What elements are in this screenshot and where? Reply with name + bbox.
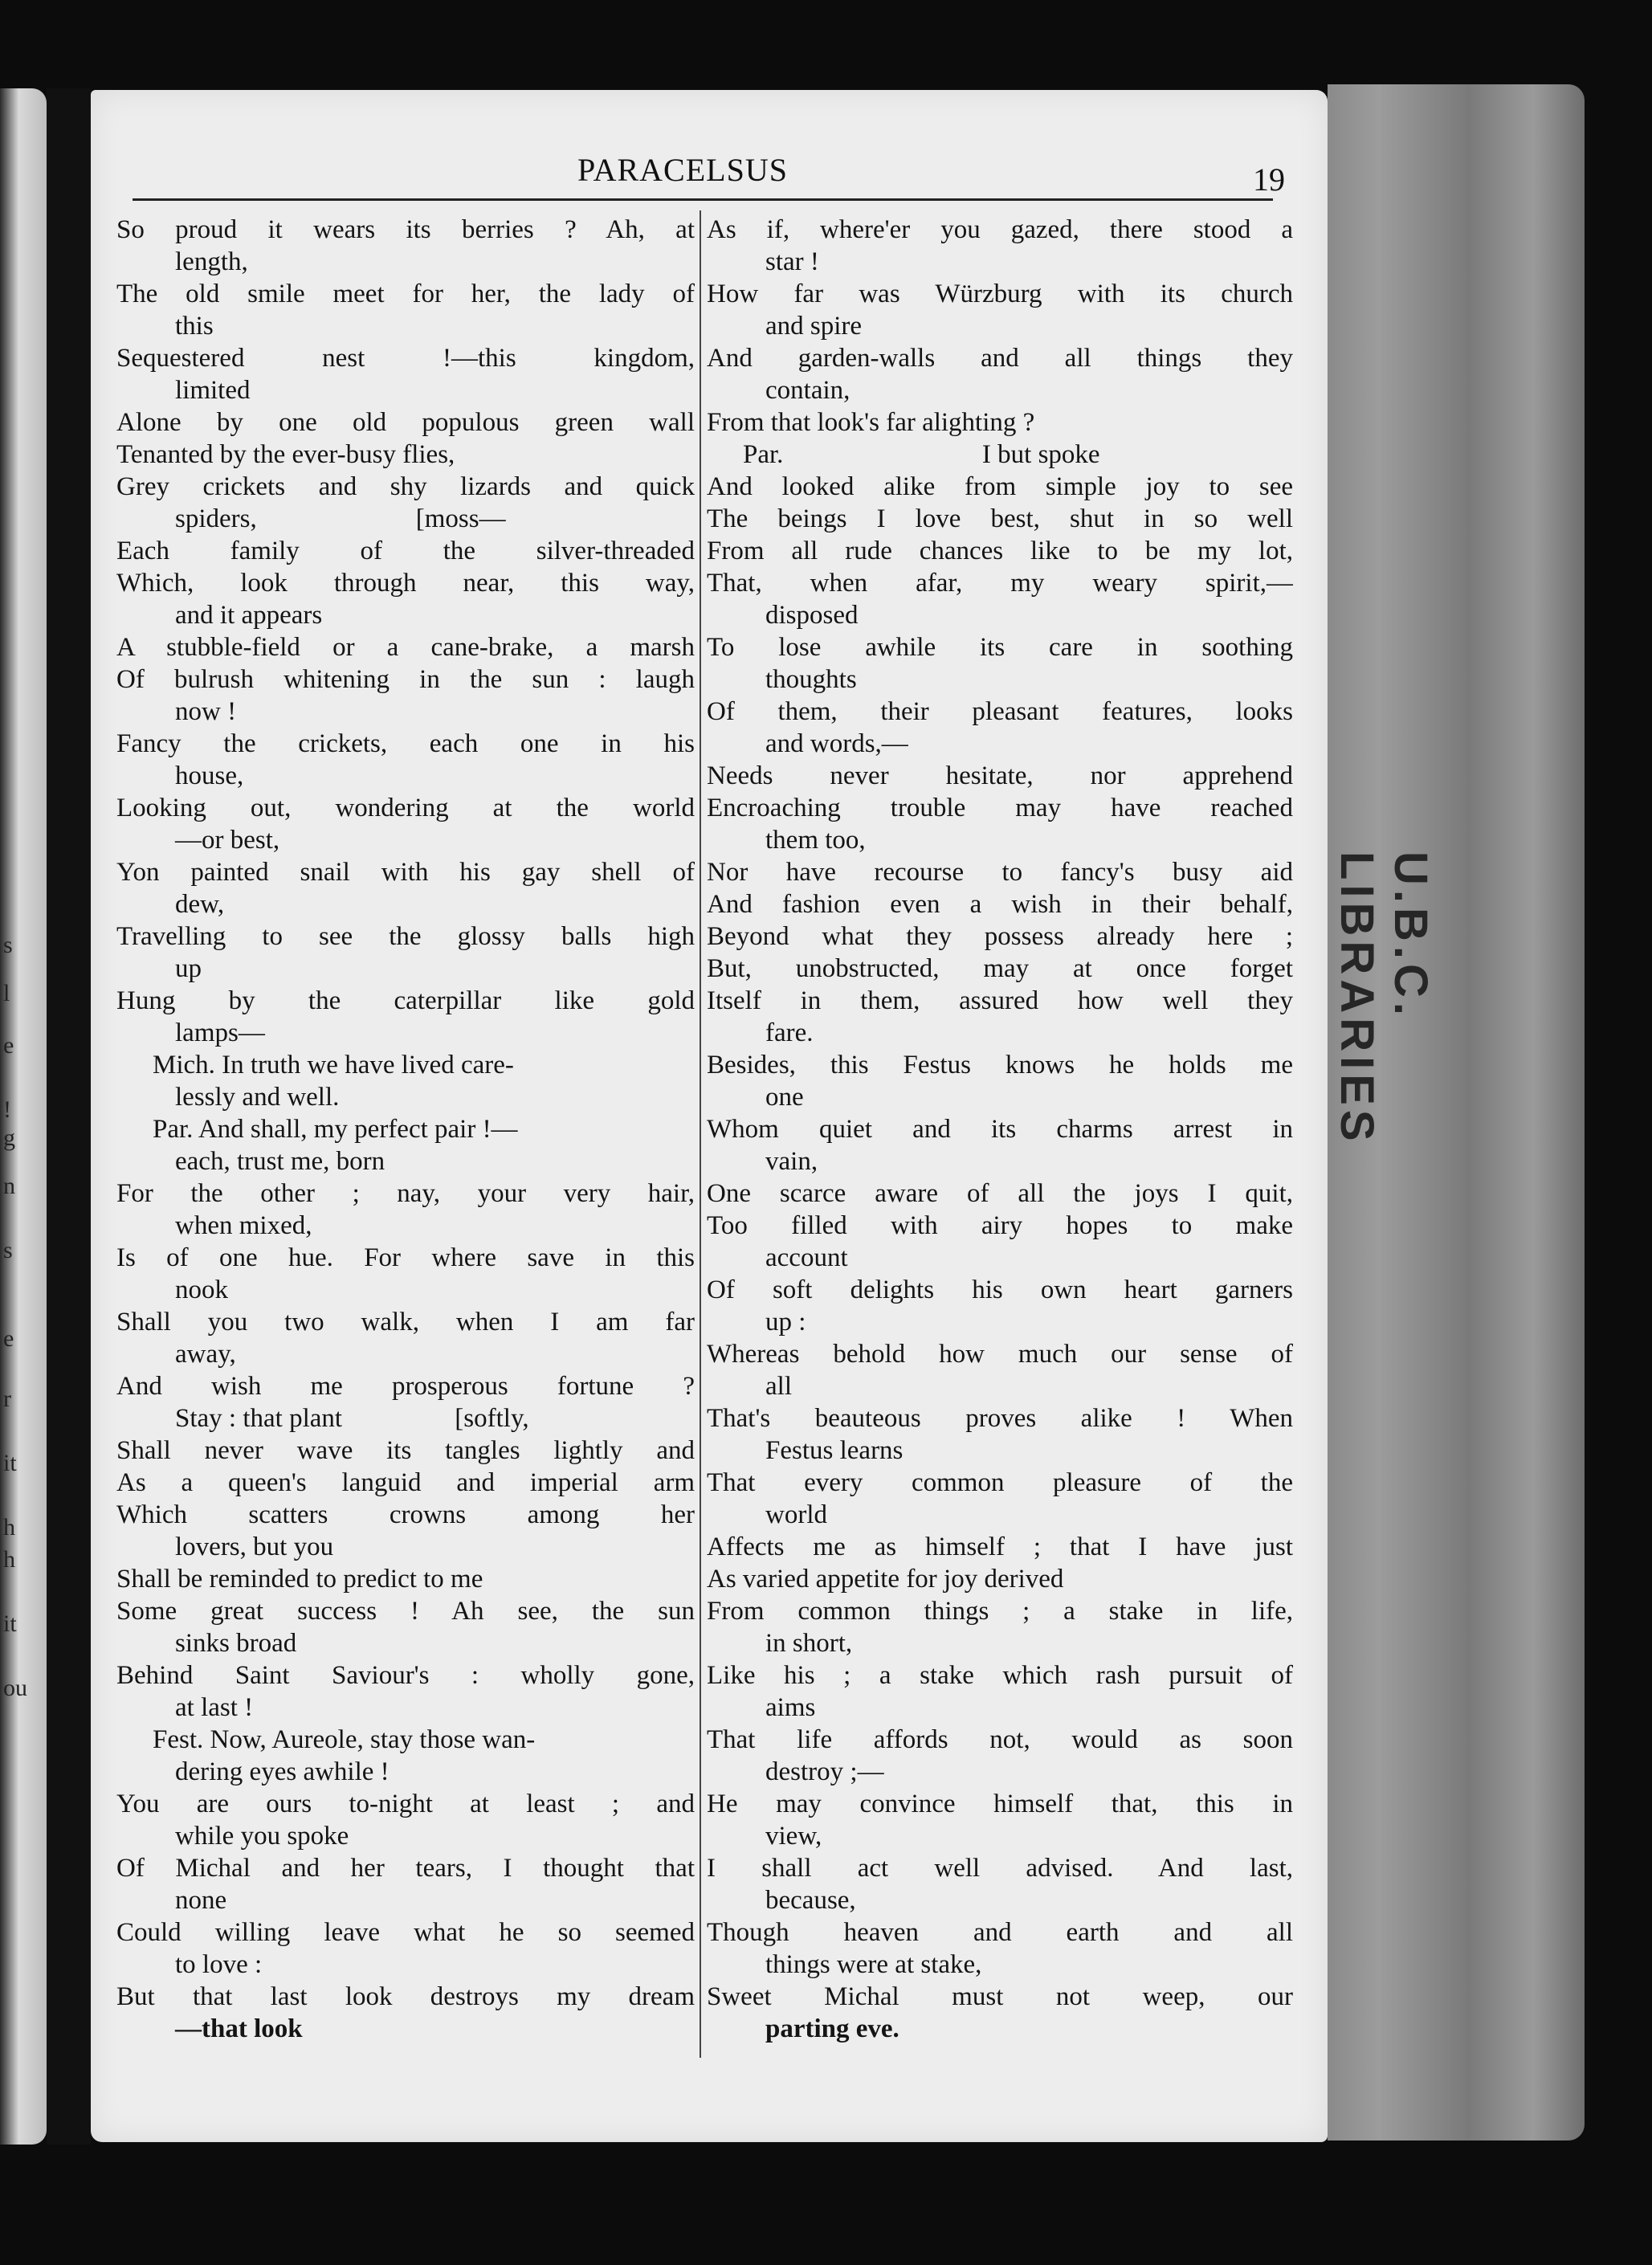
text-line: and words,— [765,729,908,758]
margin-letter: it [3,1450,17,1476]
text-line: Travelling to see the glossy balls high [116,922,695,951]
text-line: For the other ; nay, your very hair, [116,1179,695,1208]
text-line: in short, [765,1629,853,1658]
text-line: destroy ;— [765,1757,884,1786]
text-line: And fashion even a wish in their behalf, [707,890,1293,919]
text-line: Like his ; a stake which rash pursuit of [707,1661,1293,1690]
spine-library-stamp: U.B.C. LIBRARIES [1331,851,1437,1146]
text-line: all [765,1372,792,1401]
text-line: And garden-walls and all things they [707,344,1293,373]
text-line: Par. I but spoke [743,440,1100,469]
text-line: Needs never hesitate, nor apprehend [707,761,1293,790]
text-line: Beyond what they possess already here ; [707,922,1293,951]
text-line: Fancy the crickets, each one in his [116,729,695,758]
text-line: Of soft delights his own heart garners [707,1275,1293,1304]
text-line: Hung by the caterpillar like gold [116,986,695,1015]
text-line: vain, [765,1147,818,1176]
margin-letter: l [3,980,10,1006]
margin-letter: s [3,932,13,958]
text-line: Nor have recourse to fancy's busy aid [707,858,1293,887]
text-line: house, [175,761,244,790]
text-line: And wish me prosperous fortune ? [116,1372,695,1401]
text-line: parting eve. [765,2014,899,2043]
column-divider [700,210,701,2058]
text-line: while you spoke [175,1822,349,1851]
text-line: From all rude chances like to be my lot, [707,537,1293,565]
text-line: Itself in them, assured how well they [707,986,1293,1015]
text-line: one [765,1083,804,1112]
text-line: spiders, [moss— [175,504,506,533]
text-line: Of them, their pleasant features, looks [707,697,1293,726]
margin-letter: e [3,1032,14,1059]
text-line: But that last look destroys my dream [116,1982,695,2011]
text-line: disposed [765,601,859,630]
text-line: Shall you two walk, when I am far [116,1308,695,1337]
text-line: Is of one hue. For where save in this [116,1243,695,1272]
text-line: Sequestered nest !—this kingdom, [116,344,695,373]
text-line: limited [175,376,251,405]
text-line: when mixed, [175,1211,312,1240]
text-line: You are ours to-night at least ; and [116,1790,695,1818]
text-line: because, [765,1886,856,1915]
text-line: Which, look through near, this way, [116,569,695,598]
text-line: He may convince himself that, this in [707,1790,1293,1818]
text-line: dew, [175,890,225,919]
text-line: Sweet Michal must not weep, our [707,1982,1293,2011]
left-text-column [116,214,695,2045]
text-line: thoughts [765,665,857,694]
header-rule [133,198,1273,201]
text-line: —that look [175,2014,303,2043]
text-line: Festus learns [765,1436,904,1465]
text-line: From common things ; a stake in life, [707,1597,1293,1626]
text-line: Tenanted by the ever-busy flies, [116,440,455,469]
text-line: Fest. Now, Aureole, stay those wan- [153,1725,536,1754]
text-line: sinks broad [175,1629,297,1658]
text-line: That, when afar, my weary spirit,— [707,569,1293,598]
text-line: Shall never wave its tangles lightly and [116,1436,695,1465]
text-line: Yon painted snail with his gay shell of [116,858,695,887]
margin-letter: g [3,1124,15,1151]
margin-letter: n [3,1173,15,1199]
text-line: fare. [765,1018,814,1047]
left-page-edge [0,88,47,2145]
text-line: As varied appetite for joy derived [707,1565,1064,1594]
text-line: each, trust me, born [175,1147,385,1176]
text-line: at last ! [175,1693,254,1722]
text-line: Grey crickets and shy lizards and quick [116,472,695,501]
margin-letter: e [3,1325,14,1352]
text-line: But, unobstructed, may at once forget [707,954,1293,983]
margin-letter: s [3,1237,13,1263]
text-line: As a queen's languid and imperial arm [116,1468,695,1497]
text-line: Behind Saint Saviour's : wholly gone, [116,1661,695,1690]
text-line: Shall be reminded to predict to me [116,1565,483,1594]
text-line: view, [765,1822,822,1851]
text-line: away, [175,1340,236,1369]
margin-letter: h [3,1546,15,1573]
text-line: Too filled with airy hopes to make [707,1211,1293,1240]
right-text-column [707,214,1293,2045]
text-line: The old smile meet for her, the lady of [116,280,695,308]
text-line: Stay : that plant [softly, [175,1404,529,1433]
text-line: length, [175,247,248,276]
margin-letter: r [3,1386,11,1412]
text-line: Par. And shall, my perfect pair !— [153,1115,518,1144]
text-line: dering eyes awhile ! [175,1757,390,1786]
page-title: PARACELSUS [577,152,788,188]
text-line: them too, [765,826,866,855]
text-line: Besides, this Festus knows he holds me [707,1051,1293,1079]
text-line: star ! [765,247,819,276]
text-line: That life affords not, would as soon [707,1725,1293,1754]
text-line: to love : [175,1950,263,1979]
text-line: Some great success ! Ah see, the sun [116,1597,695,1626]
margin-letter: h [3,1514,15,1541]
text-line: things were at stake, [765,1950,982,1979]
text-line: and it appears [175,601,323,630]
text-line: contain, [765,376,850,405]
text-line: Of bulrush whitening in the sun : laugh [116,665,695,694]
text-line: From that look's far alighting ? [707,408,1035,437]
margin-letter: ! [3,1096,11,1123]
text-line: aims [765,1693,816,1722]
text-line: That every common pleasure of the [707,1468,1293,1497]
text-line: up [175,954,202,983]
text-line: Encroaching trouble may have reached [707,794,1293,822]
text-line: That's beauteous proves alike ! When [707,1404,1293,1433]
margin-letter: it [3,1610,17,1637]
text-line: up : [765,1308,806,1337]
text-line: none [175,1886,227,1915]
text-line: Whereas behold how much our sense of [707,1340,1293,1369]
text-line: So proud it wears its berries ? Ah, at [116,215,695,244]
text-line: How far was Würzburg with its church [707,280,1293,308]
text-line: I shall act well advised. And last, [707,1854,1293,1883]
margin-letter: ou [3,1675,27,1701]
text-line: this [175,312,214,341]
text-line: Mich. In truth we have lived care- [153,1051,514,1079]
book-gutter [47,88,91,2145]
text-line: —or best, [175,826,280,855]
text-line: world [765,1500,827,1529]
text-line: Whom quiet and its charms arrest in [707,1115,1293,1144]
page-number: 19 [1253,161,1285,198]
text-line: now ! [175,697,237,726]
text-line: Affects me as himself ; that I have just [707,1532,1293,1561]
text-line: One scarce aware of all the joys I quit, [707,1179,1293,1208]
text-line: Which scatters crowns among her [116,1500,695,1529]
text-line: and spire [765,312,863,341]
text-line: As if, where'er you gazed, there stood a [707,215,1293,244]
text-line: lessly and well. [175,1083,340,1112]
text-line: lovers, but you [175,1532,334,1561]
text-line: Looking out, wondering at the world [116,794,695,822]
text-line: The beings I love best, shut in so well [707,504,1293,533]
text-line: Could willing leave what he so seemed [116,1918,695,1947]
text-line: To lose awhile its care in soothing [707,633,1293,662]
text-line: A stubble-field or a cane-brake, a marsh [116,633,695,662]
text-line: Alone by one old populous green wall [116,408,695,437]
text-line: Though heaven and earth and all [707,1918,1293,1947]
text-line: Of Michal and her tears, I thought that [116,1854,695,1883]
text-line: account [765,1243,848,1272]
text-line: Each family of the silver-threaded [116,537,695,565]
text-line: And looked alike from simple joy to see [707,472,1293,501]
text-line: lamps— [175,1018,265,1047]
text-line: nook [175,1275,228,1304]
